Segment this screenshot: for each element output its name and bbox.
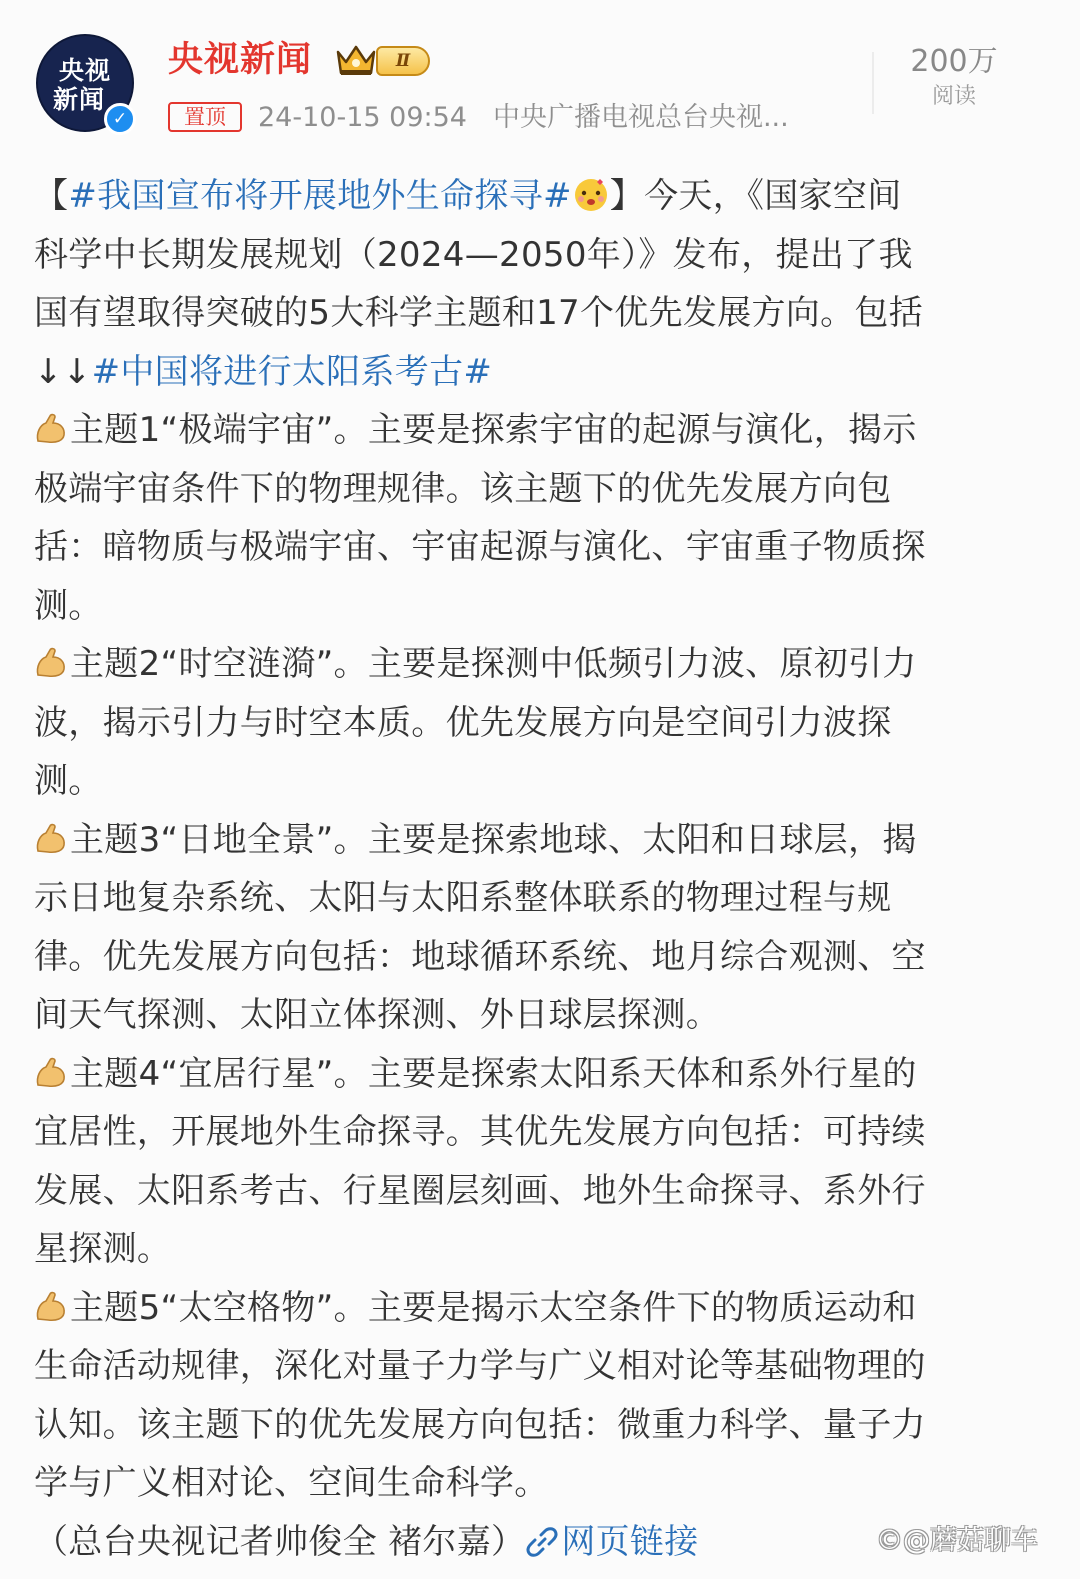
theme-5-line: 学与广义相对论、空间生命科学。 [34,1463,549,1503]
theme-5-line: 生命活动规律，深化对量子力学与广义相对论等基础物理的 [34,1346,926,1386]
reporter-credit: （总台央视记者帅俊全 褚尔嘉） [34,1521,526,1562]
theme-3-line: 律。优先发展方向包括：地球循环系统、地月综合观测、空 [34,936,926,977]
hashtag-solar-archaeology[interactable]: #中国将进行太阳系考古# [91,351,493,392]
theme-2-line: 波，揭示引力与时空本质。优先发展方向是空间引力波探 [34,702,892,743]
intro-line [34,343,1044,402]
read-label: 阅读 [931,84,976,109]
theme-3-line: 主题3“日地全景”。主要是探索地球、太阳和日球层，揭 [34,811,1044,870]
theme-1-line: 测。 [34,585,103,626]
intro-line: 科学中长期发展规划（2024—2050年）》发布，提出了我 [34,234,913,275]
theme-5-line: 认知。该主题下的优先发展方向包括：微重力科学、量子力 [34,1404,926,1445]
theme-3-line: 间天气探测、太阳立体探测、外日球层探测。 [34,995,720,1035]
pinned-tag: 置顶 [168,102,242,132]
theme-3-line: 示日地复杂系统、太阳与太阳系整体联系的物理过程与规 [34,878,892,918]
account-name[interactable]: 央视新闻 [168,40,313,80]
read-count: 200万 [910,44,998,79]
flexed-biceps-icon [34,1289,68,1323]
web-link[interactable] [525,1522,698,1562]
flexed-biceps-icon [34,411,68,445]
theme-1-line: 极端宇宙条件下的物理规律。该主题下的优先发展方向包 [34,468,892,509]
theme-2-line: 测。 [34,761,103,801]
level-badge[interactable]: Ⅱ [376,46,430,76]
intro-line: 国有望取得突破的5大科学主题和17个优先发展方向。包括 [34,293,923,333]
down-arrows: ↓↓ [34,351,92,392]
theme-1-line: 括：暗物质与极端宇宙、宇宙起源与演化、宇宙重子物质探 [34,527,926,567]
avatar-text-top: 央视 [58,56,111,85]
cute-face-emoji-icon [572,175,610,213]
link-icon [525,1525,559,1559]
theme-5-line: 主题5“太空格物”。主要是揭示太空条件下的物质运动和 [34,1279,1044,1338]
theme-4-line: 星探测。 [34,1229,172,1269]
crown-icon [334,42,378,78]
flexed-biceps-icon [34,1055,68,1089]
flexed-biceps-icon [34,821,68,855]
post-body [34,167,1044,1571]
hashtag-life-search[interactable]: #我国宣布将开展地外生命探寻# [68,176,572,216]
theme-4-line: 主题4“宜居行星”。主要是探索太阳系天体和系外行星的 [34,1045,1044,1104]
flexed-biceps-icon [34,645,68,679]
theme-2-line: 主题2“时空涟漪”。主要是探测中低频引力波、原初引力 [34,635,1044,694]
bracket-open: 【 [34,176,69,216]
verified-icon: ✓ [104,103,136,135]
web-link-label: 网页链接 [561,1521,699,1562]
post-timestamp: 24-10-15 09:54 [258,102,467,133]
post-source[interactable]: 中央广播电视总台央视... [492,102,789,133]
intro-line [34,167,1044,226]
theme-4-line: 宜居性，开展地外生命探寻。其优先发展方向包括：可持续 [34,1112,926,1152]
header-divider [872,52,874,114]
post-meta [258,98,818,138]
avatar-text-bottom: 新闻 [52,85,105,114]
theme-1-line: 主题1“极端宇宙”。主要是探索宇宙的起源与演化，揭示 [34,401,1044,460]
intro-text: 】今天，《国家空间 [609,176,902,216]
theme-4-line: 发展、太阳系考古、行星圈层刻画、地外生命探寻、系外行 [34,1170,926,1211]
watermark: ©@蘑菇聊车 [876,1525,1038,1556]
